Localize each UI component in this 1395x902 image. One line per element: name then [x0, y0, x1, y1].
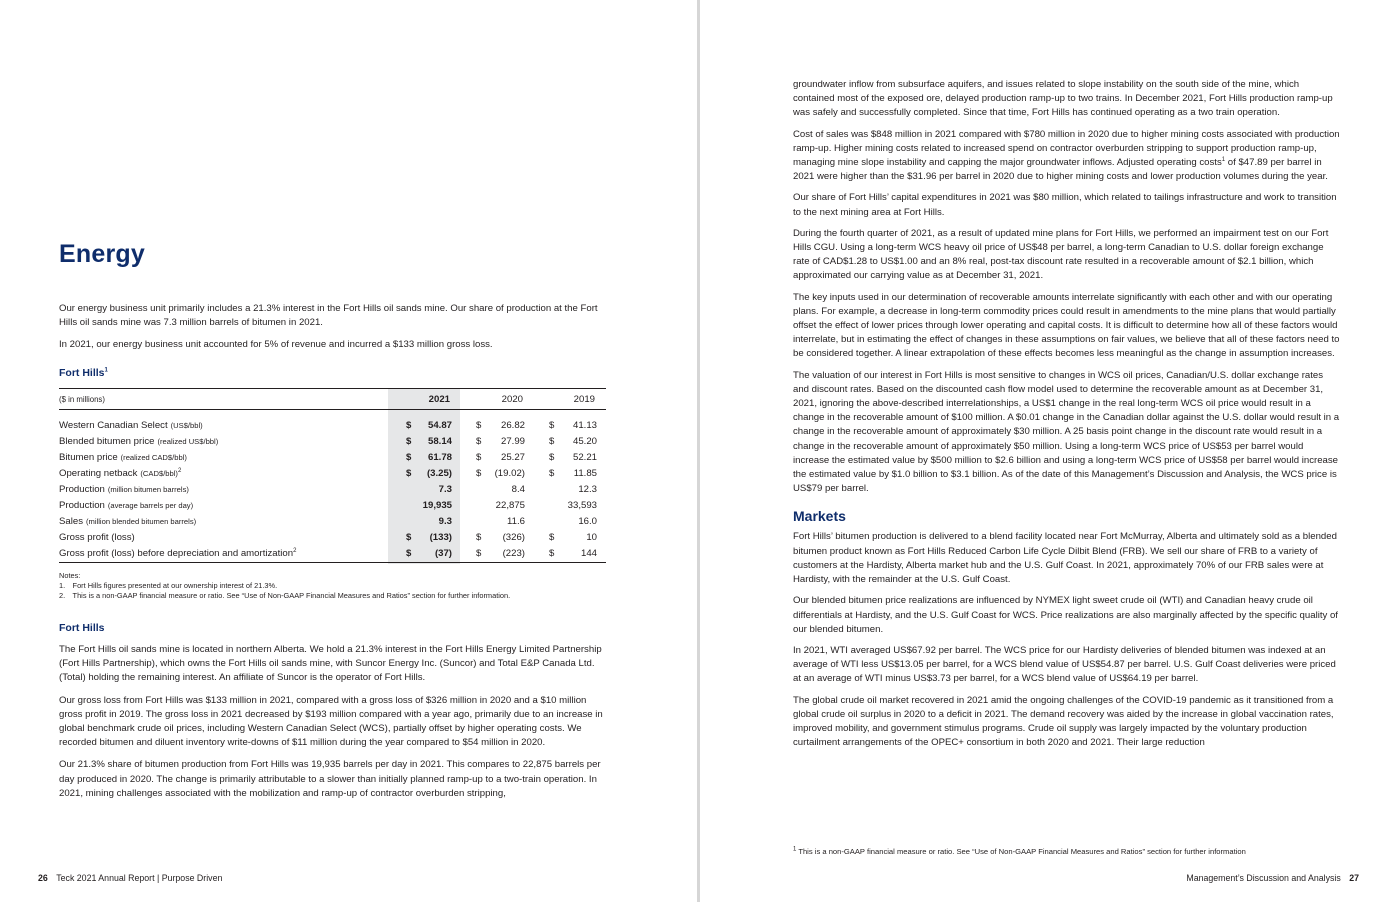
table-bottom-rule [59, 562, 606, 563]
currency-symbol: $ [406, 436, 412, 447]
currency-symbol: $ [406, 548, 412, 559]
year-2019-header: 2019 [573, 394, 595, 405]
table-row [59, 449, 606, 465]
table-rows [59, 417, 606, 561]
value-2021: (37) [434, 548, 452, 559]
value-2021: (3.25) [426, 468, 452, 479]
table-title: Fort Hills$^1$ [59, 367, 108, 379]
right-paragraph-2: Cost of sales was $848 million in 2021 compared with $780 million in 2020 due to higher mining costs associated with production ramp-up. Higher mining costs related to increased spend on contractor overburden stripping to support production ramp-up, managing mine slope instability and capping the major groundwater inflows. Adjusted operating costs$^1$ of $47.89 per barrel in 2021 were higher than the $31.96 per barrel in 2020 due to higher mining costs and lower production volumes during the year. [793, 128, 1340, 183]
fort-hills-body [59, 643, 607, 801]
notes-label: Notes: [59, 571, 81, 580]
right-footer-text: Management’s Discussion and Analysis [1186, 873, 1341, 883]
fort-hills-paragraph-2: Our gross loss from Fort Hills was $133 million in 2021, compared with a gross loss of $326 million in 2020 and a $10 million gross profit in 2019. The gross loss in 2021 decreased by $193 million compared with a year ago, primarily due to an increase in global benchmark crude oil prices, including Western Canadian Select (WCS), partially offset by higher operating costs. We recorded bitumen and diluent inventory write-downs of $11 million during the year compared to $54 million in 2020. [59, 694, 603, 749]
currency-symbol: $ [476, 452, 482, 463]
unit-label: ($ in millions) [59, 395, 105, 404]
currency-symbol: $ [476, 420, 482, 431]
fort-hills-paragraph-1: The Fort Hills oil sands mine is located in northern Alberta. We hold a 21.3% interest in the Fort Hills Energy Limited Partnership (Fort Hills Partnership), which owns the Fort Hills oil sands mine, with Suncor Energy Inc. (Suncor) and Total E&P Canada Ltd. (Total) holding the remaining interest. An affiliate of Suncor is the operator of Fort Hills. [59, 644, 602, 684]
currency-symbol: $ [406, 468, 412, 479]
markets-heading: Markets [793, 508, 846, 525]
currency-symbol: $ [476, 468, 482, 479]
table-row [59, 497, 606, 513]
right-paragraph-1: groundwater inflow from subsurface aquifers, and issues related to slope instability on the south side of the mine, which contained most of the exposed ore, delayed production ramp-up to two trains. In December 2021, Fort Hills production ramp-up was safely and successfully completed. Since that time, Fort Hills has continued operating as a two train operation. [793, 79, 1333, 119]
currency-symbol: $ [549, 548, 555, 559]
currency-symbol: $ [406, 420, 412, 431]
row-label: Sales (million blended bitumen barrels) [59, 516, 197, 527]
right-paragraph-4: During the fourth quarter of 2021, as a result of updated mine plans for Fort Hills, we performed an impairment test on our Fort Hills CGU. Using a long-term WCS heavy oil price of US$48 per barrel, a long-term Canadian to U.S. dollar foreign exchange rate of CAD$1.28 to US$1.00 and an 8% real, post-tax discount rate resulted in a recoverable amount of $2.1 billion, which approximated our carrying value as at December 31, 2021. [793, 227, 1329, 282]
right-paragraph-5: The key inputs used in our determination of recoverable amounts interrelate significantly with each other and with our operating plans. For example, a decrease in long-term commodity prices could result in amendments to the mine plans that would partially offset the effect of lower prices through lower operating and capital costs. It is difficult to determine how all of these factors would interrelate, but in estimating the effect of changes in these assumptions on fair values, we believe that all of these factors need to be considered together. A linear extrapolation of these effects becomes less meaningful as the change in assumption increases. [793, 291, 1340, 360]
year-2021-header: 2021 [428, 394, 450, 405]
table-row [59, 417, 606, 433]
table-row [59, 481, 606, 497]
value-2021: (133) [429, 532, 452, 543]
table-row [59, 513, 606, 529]
fort-hills-section-heading: Fort Hills [59, 622, 105, 634]
currency-symbol: $ [406, 532, 412, 543]
row-label: Blended bitumen price (realized US$/bbl) [59, 436, 219, 447]
value-2019: 16.0 [578, 516, 597, 527]
currency-symbol: $ [406, 452, 412, 463]
table-notes [59, 571, 510, 600]
value-2020: 25.27 [500, 452, 525, 463]
row-label: Production (average barrels per day) [59, 500, 194, 511]
value-2021: 19,935 [422, 500, 452, 511]
value-2020: (326) [502, 532, 525, 543]
value-2019: 45.20 [572, 436, 597, 447]
intro-paragraph-1: Our energy business unit primarily includes a 21.3% interest in the Fort Hills oil sands mine. Our share of production at the Fort Hills oil sands mine was 7.3 million barrels of bitumen in 2021. [59, 303, 598, 329]
value-2019: 144 [580, 548, 597, 559]
table-row [59, 529, 606, 545]
value-2019: 11.85 [573, 468, 597, 479]
currency-symbol: $ [476, 436, 482, 447]
markets-paragraph-3: In 2021, WTI averaged US$67.92 per barrel. The WCS price for our Hardisty deliveries of blended bitumen was indexed at an average of WTI less US$13.05 per barrel, for a WCS blend value of US$54.87 per barrel. U.S. Gulf Coast deliveries were priced at an average of WTI minus US$3.73 per barrel, for a WCS blend value of US$64.19 per barrel. [793, 644, 1336, 685]
table-row [59, 545, 606, 561]
fort-hills-table [59, 388, 606, 561]
value-2019: 41.13 [572, 420, 597, 431]
energy-heading: Energy [59, 240, 145, 268]
table-body [59, 410, 606, 561]
currency-symbol: $ [549, 532, 555, 543]
value-2020: 8.4 [511, 484, 525, 495]
markets-paragraph-2: Our blended bitumen price realizations are influenced by NYMEX light sweet crude oil (WTI) and Canadian heavy crude oil differentials at Hardisty, and the U.S. Gulf Coast for WCS. Price realizations are also marginally affected by the specific quality of our blended bitumen. [793, 595, 1338, 635]
currency-symbol: $ [549, 436, 555, 447]
value-2019: 33,593 [567, 500, 597, 511]
value-2021: 54.87 [427, 420, 452, 431]
currency-symbol: $ [549, 420, 555, 431]
right-page-number: 27 [1349, 873, 1359, 883]
table-header-row [59, 389, 606, 410]
right-paragraph-6: The valuation of our interest in Fort Hills is most sensitive to changes in WCS oil prices, Canadian/U.S. dollar exchange rates and discount rates. Based on the discounted cash flow model used to determine the recoverable amount as at December 31, 2021, ignoring the above-described interrelationships, a US$1 change in the real long-term WCS oil price would result in a change in the recoverable amount of $100 million. A $0.01 change in the Canadian dollar against the U.S. dollar would result in a change in the recoverable amount of approximately $30 million. A 25 basis point change in the discount rate would result in a change in the recoverable amount of approximately $50 million. Using a long-term WCS price of US$53 per barrel would increase the estimated value by $500 million to $2.6 billion and using a long-term WCS price of US$58 per barrel would increase the estimated value by $1.0 billion to $3.1 billion. As of the date of this Management’s Discussion and Analysis, the WCS price is US$79 per barrel. [793, 369, 1340, 495]
year-2020-header: 2020 [501, 394, 523, 405]
value-2021: 61.78 [427, 452, 452, 463]
value-2020: 11.6 [507, 516, 525, 527]
value-2020: 26.82 [500, 420, 525, 431]
right-footnote: $^1$ This is a non-GAAP financial measure or ratio. See “Use of Non-GAAP Financial Measures and Ratios” section for further information [793, 846, 1246, 856]
fort-hills-paragraph-3: Our 21.3% share of bitumen production from Fort Hills was 19,935 barrels per day in 2021. This compares to 22,875 barrels per day produced in 2020. The change is primarily attributable to a slower than initially planned ramp-up to a two-train operation. In 2021, mining challenges associated with the mobilization and ramp-up of contractor overburden stripping, [59, 759, 601, 799]
right-body [793, 78, 1341, 750]
value-2021: 58.14 [427, 436, 452, 447]
note-1: 1. Fort Hills figures presented at our ownership interest of 21.3%. [59, 580, 278, 590]
value-2020: 27.99 [500, 436, 525, 447]
row-label: Production (million bitumen barrels) [59, 484, 189, 495]
intro-paragraph-2: In 2021, our energy business unit accounted for 5% of revenue and incurred a $133 million gross loss. [59, 339, 493, 351]
table-row [59, 433, 606, 449]
value-2021: 7.3 [438, 484, 452, 495]
right-paragraph-3: Our share of Fort Hills’ capital expenditures in 2021 was $80 million, which related to tailings infrastructure and work to transition to the next mining area at Fort Hills. [793, 192, 1337, 218]
value-2020: (19.02) [494, 468, 525, 479]
left-footer-text: Teck 2021 Annual Report | Purpose Driven [56, 873, 223, 883]
value-2020: 22,875 [495, 500, 525, 511]
row-label: Bitumen price (realized CAD$/bbl) [59, 452, 187, 463]
row-label: Gross profit (loss) [59, 532, 135, 543]
table-row [59, 465, 606, 481]
markets-paragraph-4: The global crude oil market recovered in 2021 amid the ongoing challenges of the COVID-19 pandemic as it transitioned from a global crude oil surplus in 2020 to a deficit in 2021. The demand recovery was aided by the increase in global vaccination rates, improved mobility, and government stimulus programs. Crude oil supply was largely impacted by the voluntary production curtailment arrangements of the OPEC+ consortium in both 2020 and 2021. Their large reduction [793, 694, 1334, 749]
left-page-number: 26 [38, 873, 48, 883]
note-2: 2. This is a non-GAAP financial measure or ratio. See “Use of Non-GAAP Financial Measures and Ratios” section for further information. [59, 590, 511, 600]
value-2020: (223) [502, 548, 525, 559]
currency-symbol: $ [549, 468, 555, 479]
currency-symbol: $ [549, 452, 555, 463]
row-label: Western Canadian Select (US$/bbl) [59, 420, 203, 431]
currency-symbol: $ [476, 548, 482, 559]
row-label: Operating netback (CAD$/bbl)$^2$ [59, 467, 182, 479]
value-2021: 9.3 [438, 516, 452, 527]
currency-symbol: $ [476, 532, 482, 543]
intro [59, 302, 607, 353]
value-2019: 52.21 [572, 452, 597, 463]
right-footer [1186, 873, 1359, 883]
row-label: Gross profit (loss) before depreciation and amortization$^2$ [59, 547, 297, 559]
markets-paragraph-1: Fort Hills’ bitumen production is delivered to a blend facility located near Fort McMurray, Alberta and ultimately sold as a blended bitumen product known as Fort Hills Reduced Carbon Life Cycle Dilbit Blend (FRB). We sell our share of FRB to a variety of customers at the Hardisty, Alberta market hub and the U.S. Gulf Coast. In 2021, approximately 70% of our FRB sales were at Hardisty, with the remainder at the U.S. Gulf Coast. [793, 531, 1337, 586]
value-2019: 12.3 [578, 484, 597, 495]
value-2019: 10 [586, 532, 597, 543]
left-footer [38, 873, 222, 883]
